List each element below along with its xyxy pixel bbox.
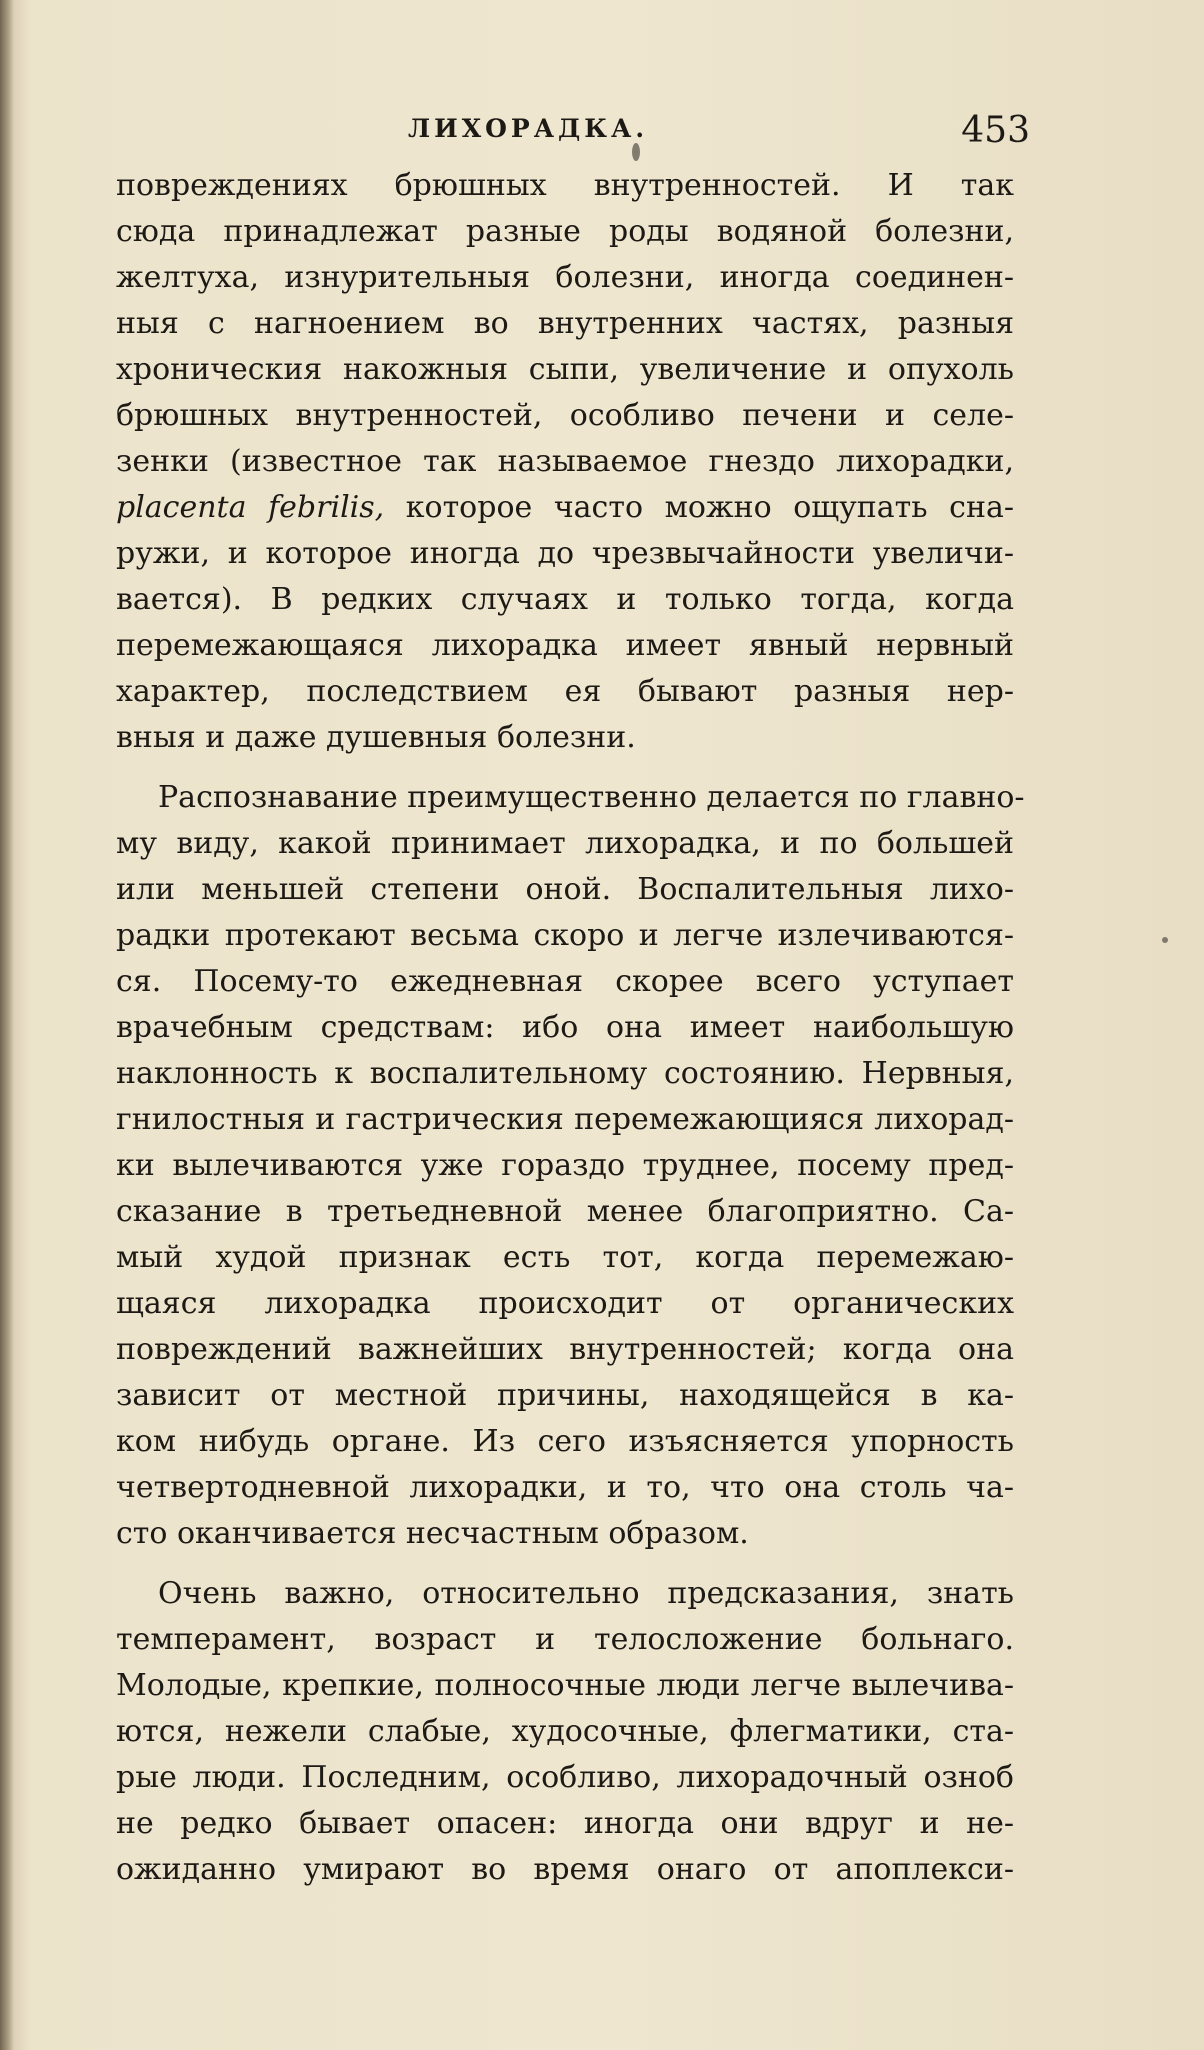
text-line: повреждениях брюшных внутренностей. И так — [116, 168, 1014, 203]
text-line: сюда принадлежат разные роды водяной болезни, — [116, 214, 1014, 249]
text-line: не редко бывает опасен: иногда они вдруг и не- — [116, 1806, 1014, 1841]
text-line: перемежающаяся лихорадка имеет явный нервный — [116, 628, 1014, 663]
text-line: повреждений важнейших внутренностей; когда она — [116, 1332, 1014, 1367]
paragraph-3 — [116, 1571, 1014, 1893]
text-line: мый худой признак есть тот, когда перемежаю- — [116, 1240, 1014, 1275]
text-line: сто оканчивается несчастным образом. — [116, 1516, 749, 1551]
page-spine-shadow — [0, 0, 14, 2050]
text-line: брюшных внутренностей, особливо печени и селе- — [116, 398, 1014, 433]
latin-term: placenta febrilis, — [116, 490, 385, 525]
text-line: Очень важно, относительно предсказания, знать — [158, 1576, 1014, 1611]
text-line: вается). В редких случаях и только тогда, когда — [116, 582, 1014, 617]
text-line: ся. Посему-то ежедневная скорее всего уступает — [116, 964, 1014, 999]
text-line: четвертодневной лихорадки, и то, что она столь ча- — [116, 1470, 1014, 1505]
text-line: Распознавание преимущественно делается по главно- — [158, 780, 1025, 815]
text-line: зенки (известное так называемое гнездо лихорадки, — [116, 444, 1014, 479]
page-number: 453 — [961, 110, 1030, 151]
text-line: зависит от местной причины, находящейся в ка- — [116, 1378, 1014, 1413]
text-line: сказание в третьедневной менее благоприятно. Са- — [116, 1194, 1014, 1229]
running-title: ЛИХОРАДКА. — [408, 114, 649, 143]
text-line: щаяся лихорадка происходит от органических — [116, 1286, 1014, 1321]
text-line: наклонность к воспалительному состоянию. Нервныя, — [116, 1056, 1014, 1091]
text-line: характер, последствием ея бывают разныя нер- — [116, 674, 1014, 709]
ink-speck — [632, 143, 640, 161]
text-line: желтуха, изнурительныя болезни, иногда соединен- — [116, 260, 1014, 295]
text-line: ожиданно умирают во время онаго от апоплекси- — [116, 1852, 1014, 1887]
paragraph-2 — [116, 775, 1025, 1557]
text-line-with-latin-term: placenta febrilis, которое часто можно ощупать сна- — [116, 490, 1014, 525]
text-line: Молодые, крепкие, полносочные люди легче вылечива- — [116, 1668, 1014, 1703]
text-line: ком нибудь органе. Из сего изъясняется упорность — [116, 1424, 1014, 1459]
text-line: ки вылечиваются уже гораздо труднее, посему пред- — [116, 1148, 1014, 1183]
paragraph-1 — [116, 163, 1014, 761]
text-line: радки протекают весьма скоро и легче излечиваются- — [116, 918, 1014, 953]
text-line: му виду, какой принимает лихорадка, и по большей — [116, 826, 1014, 861]
running-header — [150, 110, 1030, 160]
text-line: ются, нежели слабые, худосочные, флегматики, ста- — [116, 1714, 1014, 1749]
text-line: темперамент, возраст и телосложение больнаго. — [116, 1622, 1014, 1657]
ink-speck — [1162, 937, 1168, 943]
text-line: вныя и даже душевныя болезни. — [116, 720, 636, 755]
paragraph-gap — [116, 1557, 1014, 1571]
text-line: или меньшей степени оной. Воспалительныя лихо- — [116, 872, 1014, 907]
text-line: врачебным средствам: ибо она имеет наибольшую — [116, 1010, 1014, 1045]
text-line: гнилостныя и гастрическия перемежающияся лихорад- — [116, 1102, 1014, 1137]
paragraph-gap — [116, 761, 1014, 775]
text-line: ружи, и которое иногда до чрезвычайности увеличи- — [116, 536, 1014, 571]
text-line: хроническия накожныя сыпи, увеличение и опухоль — [116, 352, 1014, 387]
body-text — [116, 163, 1025, 1893]
text-line: рые люди. Последним, особливо, лихорадочный озноб — [116, 1760, 1014, 1795]
text-line: ныя с нагноением во внутренних частях, разныя — [116, 306, 1014, 341]
